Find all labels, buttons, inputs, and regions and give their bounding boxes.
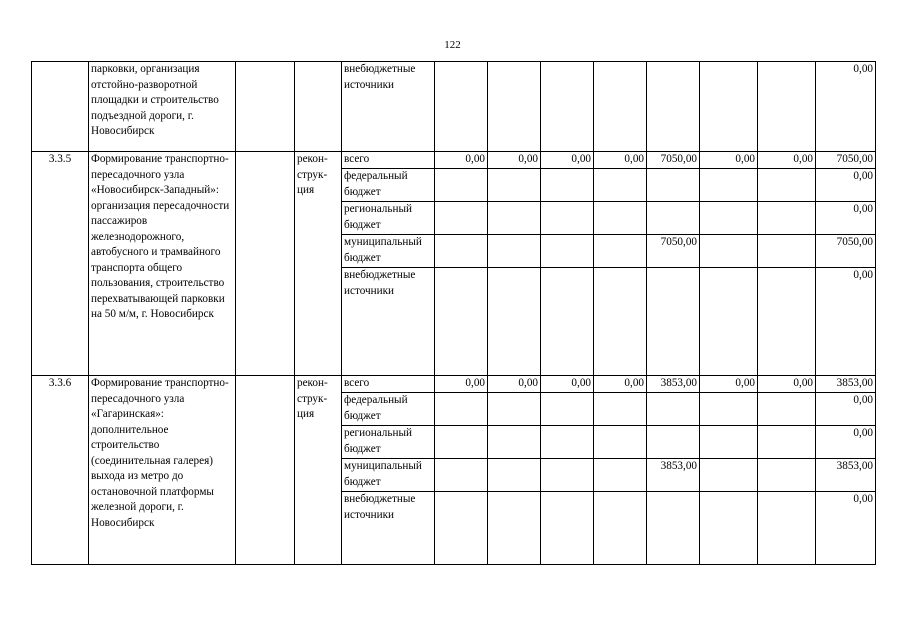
amount-cell xyxy=(435,459,488,492)
amount-cell xyxy=(541,268,594,376)
amount-cell xyxy=(758,426,816,459)
item-code: 3.3.6 xyxy=(32,376,89,565)
amount-cell xyxy=(647,62,700,152)
amount-cell xyxy=(758,62,816,152)
funding-source: региональный бюджет xyxy=(342,202,435,235)
amount-cell: 0,00 xyxy=(541,152,594,169)
amount-cell xyxy=(435,426,488,459)
amount-cell xyxy=(594,62,647,152)
item-code xyxy=(32,62,89,152)
funding-source: муниципальный бюджет xyxy=(342,235,435,268)
amount-cell xyxy=(758,202,816,235)
amount-cell xyxy=(435,202,488,235)
amount-cell xyxy=(594,426,647,459)
amount-cell xyxy=(541,202,594,235)
amount-cell xyxy=(758,268,816,376)
amount-cell xyxy=(488,202,541,235)
amount-cell xyxy=(647,202,700,235)
amount-cell xyxy=(594,169,647,202)
amount-cell xyxy=(700,235,758,268)
amount-cell: 0,00 xyxy=(816,426,876,459)
amount-cell xyxy=(700,459,758,492)
amount-cell xyxy=(647,268,700,376)
item-name: парковки, организация отстойно-разворотной площадки и строительство подъездной дороги, г. Новосибирск xyxy=(89,62,236,152)
amount-cell: 7050,00 xyxy=(647,235,700,268)
amount-cell xyxy=(541,492,594,565)
funding-source: региональный бюджет xyxy=(342,426,435,459)
amount-cell xyxy=(488,235,541,268)
amount-cell xyxy=(488,268,541,376)
table-row xyxy=(32,152,876,169)
work-type: рекон-струк-ция xyxy=(295,152,342,376)
amount-cell xyxy=(700,268,758,376)
amount-cell xyxy=(541,426,594,459)
table-row xyxy=(32,62,876,152)
amount-cell xyxy=(758,492,816,565)
item-col3 xyxy=(236,152,295,376)
work-type xyxy=(295,62,342,152)
work-type: рекон-струк-ция xyxy=(295,376,342,565)
amount-cell xyxy=(488,62,541,152)
amount-cell xyxy=(700,393,758,426)
amount-cell xyxy=(435,169,488,202)
funding-source: всего xyxy=(342,152,435,169)
amount-cell: 0,00 xyxy=(435,152,488,169)
funding-source: федеральный бюджет xyxy=(342,169,435,202)
amount-cell: 0,00 xyxy=(435,376,488,393)
table-row xyxy=(32,376,876,393)
funding-source: муниципальный бюджет xyxy=(342,459,435,492)
amount-cell xyxy=(541,62,594,152)
amount-cell xyxy=(647,426,700,459)
amount-cell xyxy=(700,202,758,235)
amount-cell: 0,00 xyxy=(594,376,647,393)
amount-cell xyxy=(541,235,594,268)
item-name: Формирование транспортно-пересадочного узла «Новосибирск-Западный»: организация пересадочности пассажиров железнодорожного, автобусного и трамвайного транспорта общего пользования, строительство перехватывающей парковки на 50 м/м, г. Новосибирск xyxy=(89,152,236,376)
amount-cell: 0,00 xyxy=(816,169,876,202)
amount-cell: 0,00 xyxy=(488,152,541,169)
amount-cell xyxy=(647,492,700,565)
amount-cell: 0,00 xyxy=(816,202,876,235)
amount-cell: 0,00 xyxy=(816,268,876,376)
amount-cell: 0,00 xyxy=(541,376,594,393)
amount-cell: 0,00 xyxy=(816,492,876,565)
item-name: Формирование транспортно-пересадочного узла «Гагаринская»: дополнительное строительство (соединительная галерея) выхода из метро до остановочной платформы железной дороги, г. Новосибирск xyxy=(89,376,236,565)
amount-cell xyxy=(541,393,594,426)
amount-cell: 3853,00 xyxy=(647,459,700,492)
amount-cell xyxy=(647,393,700,426)
amount-cell: 0,00 xyxy=(758,376,816,393)
amount-cell xyxy=(488,492,541,565)
amount-cell: 7050,00 xyxy=(816,235,876,268)
amount-cell: 3853,00 xyxy=(647,376,700,393)
amount-cell: 0,00 xyxy=(594,152,647,169)
amount-cell xyxy=(647,169,700,202)
amount-cell xyxy=(758,169,816,202)
funding-source: всего xyxy=(342,376,435,393)
amount-cell xyxy=(700,492,758,565)
funding-source: внебюджетные источники xyxy=(342,268,435,376)
amount-cell: 0,00 xyxy=(816,62,876,152)
amount-cell xyxy=(435,268,488,376)
amount-cell xyxy=(700,62,758,152)
amount-cell xyxy=(594,235,647,268)
amount-cell xyxy=(488,459,541,492)
funding-source: федеральный бюджет xyxy=(342,393,435,426)
amount-cell xyxy=(700,169,758,202)
amount-cell xyxy=(488,426,541,459)
amount-cell xyxy=(594,459,647,492)
amount-cell: 0,00 xyxy=(700,376,758,393)
amount-cell xyxy=(700,426,758,459)
item-col3 xyxy=(236,376,295,565)
funding-source: внебюджетные источники xyxy=(342,62,435,152)
amount-cell: 0,00 xyxy=(700,152,758,169)
amount-cell: 0,00 xyxy=(758,152,816,169)
budget-table xyxy=(31,61,876,565)
amount-cell xyxy=(758,393,816,426)
funding-source: внебюджетные источники xyxy=(342,492,435,565)
amount-cell xyxy=(435,235,488,268)
amount-cell xyxy=(488,169,541,202)
amount-cell xyxy=(594,202,647,235)
amount-cell xyxy=(594,268,647,376)
amount-cell xyxy=(758,235,816,268)
amount-cell xyxy=(435,62,488,152)
amount-cell xyxy=(594,492,647,565)
amount-cell xyxy=(488,393,541,426)
amount-cell xyxy=(435,393,488,426)
amount-cell xyxy=(594,393,647,426)
amount-cell xyxy=(758,459,816,492)
amount-cell xyxy=(435,492,488,565)
amount-cell xyxy=(541,169,594,202)
amount-cell xyxy=(541,459,594,492)
page-number: 122 xyxy=(444,39,461,51)
amount-cell: 0,00 xyxy=(488,376,541,393)
amount-cell: 7050,00 xyxy=(647,152,700,169)
item-code: 3.3.5 xyxy=(32,152,89,376)
amount-cell: 0,00 xyxy=(816,393,876,426)
amount-cell: 7050,00 xyxy=(816,152,876,169)
item-col3 xyxy=(236,62,295,152)
amount-cell: 3853,00 xyxy=(816,459,876,492)
amount-cell: 3853,00 xyxy=(816,376,876,393)
